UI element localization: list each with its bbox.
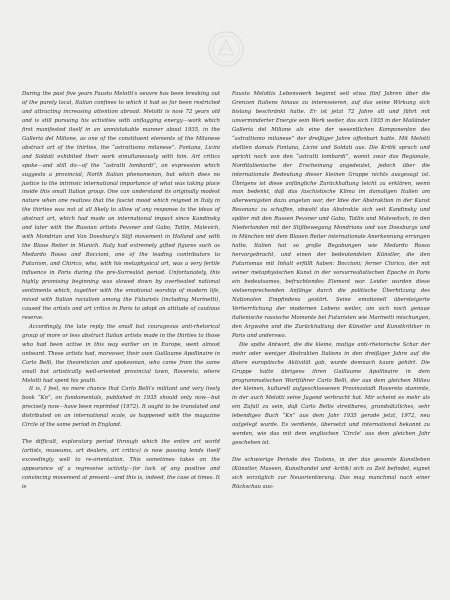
german-paragraph-1: Fausto Melottis Lebenswerk beginnt seit etwa fünf Jahren über die Grenzen Italiens hinaus zu interessieren, auf das seine Wirkung sich bislang beschränkt hatte. Er ist jetzt 72 Jahre alt und führt mit unverminderter Energie sein Werk weiter, das sich 1935 in der Mailänder Galleria del Milione als eine der wesentlichen Komponenten des “astrattismo milanese” der dreißiger Jahre offenbart hatte. Mit Melotti stellten damals Fontana, Licini und Soldati aus. Die Kritik sprach und spricht noch von den “astratti lombardi”, womit zwar das Regionale, Norditalienische der Erscheinung angedeutet, jedoch über die internationale Bedeutung dieser kleinen Gruppe nichts ausgesagt ist. Übrigens ist diese anfängliche Zurückhaltung leicht zu erklären, wenn man bedenkt, daß das faschistische Klima im damaligen Italien am allerwenigsten dazu angetan war, der Idee der Abstraktion in der Kunst Resonanz zu schaffen, obwohl das Abstrakte sich seit Kandinsky und später mit den Russen Pevsner und Gabo, Tatlin und Malewitsch, in den Niederlanden mit der Stijlbewegung Mondrians und van Doesburgs und in München mit dem Blauen Reiter internationale Anerkennung errungen hatte. Italien hat so große Begabungen wie Medardo Rosso hervorgebracht, und einen der bedeutendsten Künstler, die den Futurismus mit Inhalt erfüllt haben: Boccioni; ferner Chirico, der mit seiner metaphysischen Kunst in der vorsurrealistischen Epoche in Paris ein bedeutsames, befruchtendes Element war. Leider wurden diese vielversprechenden Anfänge durch die politische Überhitzung des Nationalen Empfindens gestört. Seine emotionell übersteigerte Verherrlichung der modernen Lebens weiler, um sich noch genaue italienische rassische Momente bei Futuristen wie Marinetti mischungen, den Argwohn und die Zurückhaltung der Künstler und Kunstkritiker in Paris und anderswo.: [232, 91, 430, 339]
english-paragraph-3: It is, I feel, no mere chance that Carlo Belli's militant and very lively book “Kn”, on fundamentals, published in 1935 should only now—but precisely now—have been reprinted (1972). It ought to be translated and distributed on an international scale, as happened with the magazine Circle of the same period in England.: [22, 386, 220, 429]
english-paragraph-4: The difficult, exploratory period through which the entire art world (artists, museums, art dealers, art critics) is now passing lends itself exceedingly well to re-orientation. This sometimes takes on the appearance of a regressive activity—for lack of any positive and convincing movement at present—and this is, indeed, the case at times. It is: [22, 439, 220, 490]
english-paragraph-2: Accordingly, the late reply the small but courageous anti-rhetorical group of more or less abstract Italian artists made in the thirties to those who had been active in this way earlier on in Europe, went almost unheard. These artists had, moreover, their own Guillaume Apollinaire in Carlo Belli, the theoretician and spokesman, who came from the same small but artistically well-oriented provincial town, Rovereto, where Melotti had spent his youth.: [22, 323, 220, 384]
english-paragraph-1: During the past five years Fausto Melotti's oeuvre has been breaking out of the purely local, Italian confines to which it had so far been restricted and attracting increasing attention abroad. Melotti is now 72 years old and is still pursuing his activities with unflagging energy—work which first manifested itself in an unmistakable manner about 1935, in the Galleria del Milione, as one of the constituent elements of the Milanese abstract art of the thirties, the “astrattismo milanese”. Fontana, Licini and Soldati exhibited their work simultaneously with him. Art critics spoke—and still do—of the “astratti lombardi”, an expression which suggests a provincial, North Italian phenomenon, but which does no justice to the intrinsic international importance of what was taking place inside this small Italian group. One can understand its originally modest nature when one realizes that the fascist mood which reigned in Italy in the thirties was not at all likely to allow of any response to the ideas of abstract art, which had made an international impact since Kandinsky and later with the Russian artists Pevsner and Gabo, Tatlin, Malevich, with Mondrian and Van Doesburg's Stijl movement in Holland and with the Blaue Reiter in Munich. Italy had extremely gifted figures such as Medardo Rosso and Boccioni, one of the leading contributors to Futurism, and Chirico, who, with his metaphysical art, was a very fertile influence in Paris during the pre-Surrealist period. Unfortunately, this highly promising beginning was slowed down by overheated national sentiments which, together with the emotional worship of modern life, mixed with Italian racialism among the Futurists (including Marinetti), caused the artists and art critics in Paris to adopt an attitude of cautious reserve.: [22, 91, 220, 321]
english-text-column: [22, 90, 220, 492]
german-paragraph-3: Die schwierige Periode des Tastens, in der das gesamte Kunstleben (Künstler, Museen, Kunsthandel und -kritik) sich zu Zeit befindet, eignet sich vorzüglich zur Neuorientierung. Das mag manchmal nach einer Rückschau aus-: [232, 457, 430, 490]
german-text-column: [232, 90, 430, 492]
embossed-seal-icon: [207, 30, 245, 68]
german-paragraph-2: Die späte Antwort, die die kleine, mutige anti-rhetorische Schar der mehr oder weniger Abstrakten Italiens in den dreißiger Jahre auf die ältere europäische Aktivität gab, wurde demnach kaum gehört. Die Gruppe hatte übrigens ihren Guillaume Apollinaire in dem programmatischen Wortführer Carlo Belli, der aus dem gleichen Milieu der kleinen, kulturell aufgeschlossenen Provinzstadt Rovereto stammte, in der auch Melotti seine Jugend verbracht hat. Mir scheint es mehr als ein Zufall zu sein, daß Carlo Bellis streitbares, grundsätzliches, sehr lebendiges Buch “Kn” aus dem Jahr 1935 gerade jetzt, 1972, neu aufgelegt wurde. Es verdiente, übersetzt und international bekannt zu werden, wie das mit dem englischen ‘Circle’ aus dem gleichen Jahr geschehen ist.: [232, 341, 430, 447]
